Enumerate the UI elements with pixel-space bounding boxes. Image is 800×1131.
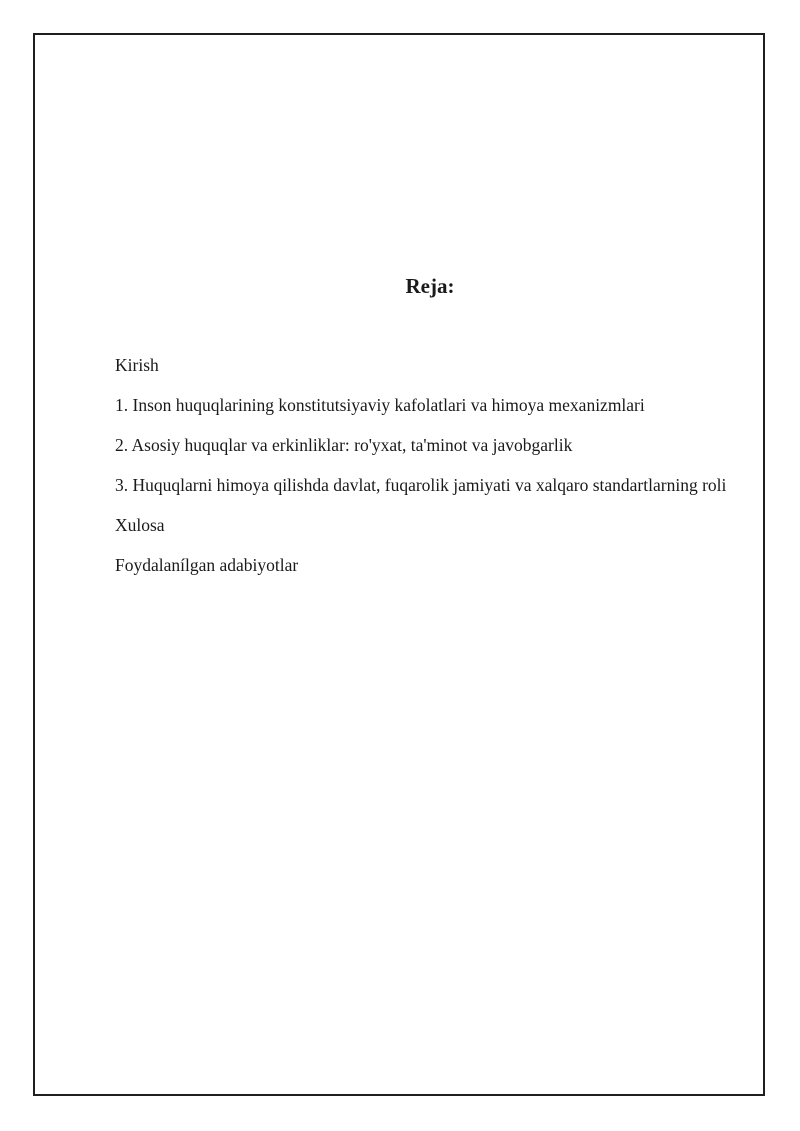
- plan-item-2: 2. Asosiy huquqlar va erkinliklar: ro'yxat, ta'minot va javobgarlik: [115, 435, 573, 455]
- plan-item-conclusion: Xulosa: [115, 515, 165, 535]
- plan-list: [115, 350, 745, 590]
- plan-item-references: Foydalanílgan adabiyotlar: [115, 555, 299, 575]
- plan-item-1: 1. Inson huquqlarining konstitutsiyaviy kafolatlari va himoya mexanizmlari: [115, 395, 645, 415]
- plan-item-intro: Kirish: [115, 355, 159, 375]
- page-title: Reja:: [405, 274, 455, 298]
- plan-item-3: 3. Huquqlarni himoya qilishda davlat, fuqarolik jamiyati va xalqaro standartlarning roli: [115, 475, 727, 495]
